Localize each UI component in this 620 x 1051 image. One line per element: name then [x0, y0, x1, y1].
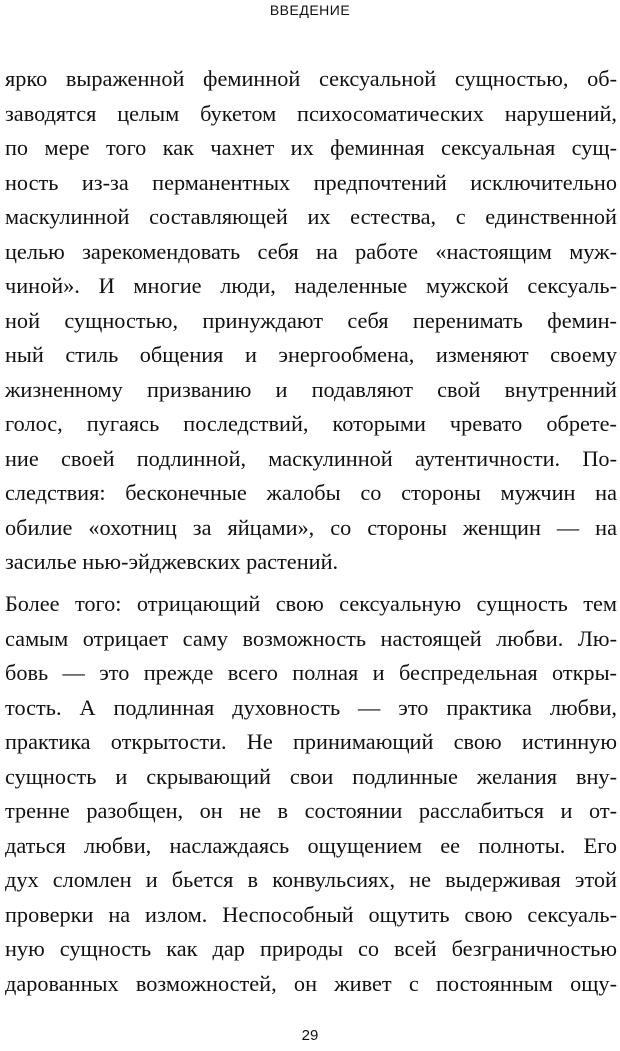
text-line: обилие «охотниц за яйцами», со стороны женщин — на — [5, 514, 617, 540]
text-line: заводятся целым букетом психосоматических нарушений, — [5, 100, 617, 126]
text-line: маскулинной составляющей их естества, с единственной — [5, 204, 617, 229]
text-line: тость. А подлинная духовность — это практика любви, — [5, 694, 617, 720]
text-line: следствия: бесконечные жалобы со стороны мужчин на — [5, 480, 617, 505]
text-line: ный стиль общения и энергообмена, изменяют своему — [5, 342, 617, 367]
text-line: бовь — это прежде всего полная и беспредельная откры- — [5, 660, 617, 685]
page-number: 29 — [301, 1027, 319, 1044]
text-line: ную сущность как дар природы со всей безграничностью — [5, 936, 617, 961]
text-line: тренне разобщен, он не в состоянии расслабиться и от- — [5, 798, 617, 823]
text-line: ной сущностью, принуждают себя перенимать фемин- — [5, 307, 617, 333]
text-line: дух сломлен и бьется в конвульсиях, не выдерживая этой — [5, 867, 617, 892]
text-line: жизненному призванию и подавляют свой внутренний — [5, 376, 617, 402]
text-line: самым отрицает саму возможность настоящей любви. Лю- — [5, 625, 617, 651]
text-line: чиной». И многие люди, наделенные мужской сексуаль- — [5, 273, 617, 298]
paragraph-2 — [5, 587, 617, 1001]
text-line: ность из-за перманентных предпочтений исключительно — [5, 169, 617, 195]
text-line: проверки на излом. Неспособный ощутить свою сексуаль- — [5, 901, 617, 927]
paragraph-1 — [5, 62, 617, 580]
text-line: даться любви, наслаждаясь ощущением ее полноты. Его — [5, 832, 617, 858]
running-head: ВВЕДЕНИЕ — [269, 2, 351, 18]
text-line: целью зарекомендовать себя на работе «настоящим муж- — [5, 238, 617, 264]
text-line: по мере того как чахнет их феминная сексуальная сущ- — [5, 135, 617, 160]
text-line: Более того: отрицающий свою сексуальную сущность тем — [5, 591, 617, 616]
text-line: сущность и скрывающий свои подлинные желания вну- — [5, 763, 617, 789]
text-line: голос, пугаясь последствий, которыми чревато обрете- — [5, 411, 617, 436]
text-line: дарованных возможностей, он живет с постоянным ощу- — [5, 970, 617, 996]
text-line: ние своей подлинной, маскулинной аутентичности. По- — [5, 445, 617, 471]
text-line: практика открытости. Не принимающий свою истинную — [5, 729, 617, 754]
text-line: засилье нью-эйджевских растений. — [5, 549, 339, 574]
text-line: ярко выраженной феминной сексуальной сущностью, об- — [5, 66, 617, 91]
